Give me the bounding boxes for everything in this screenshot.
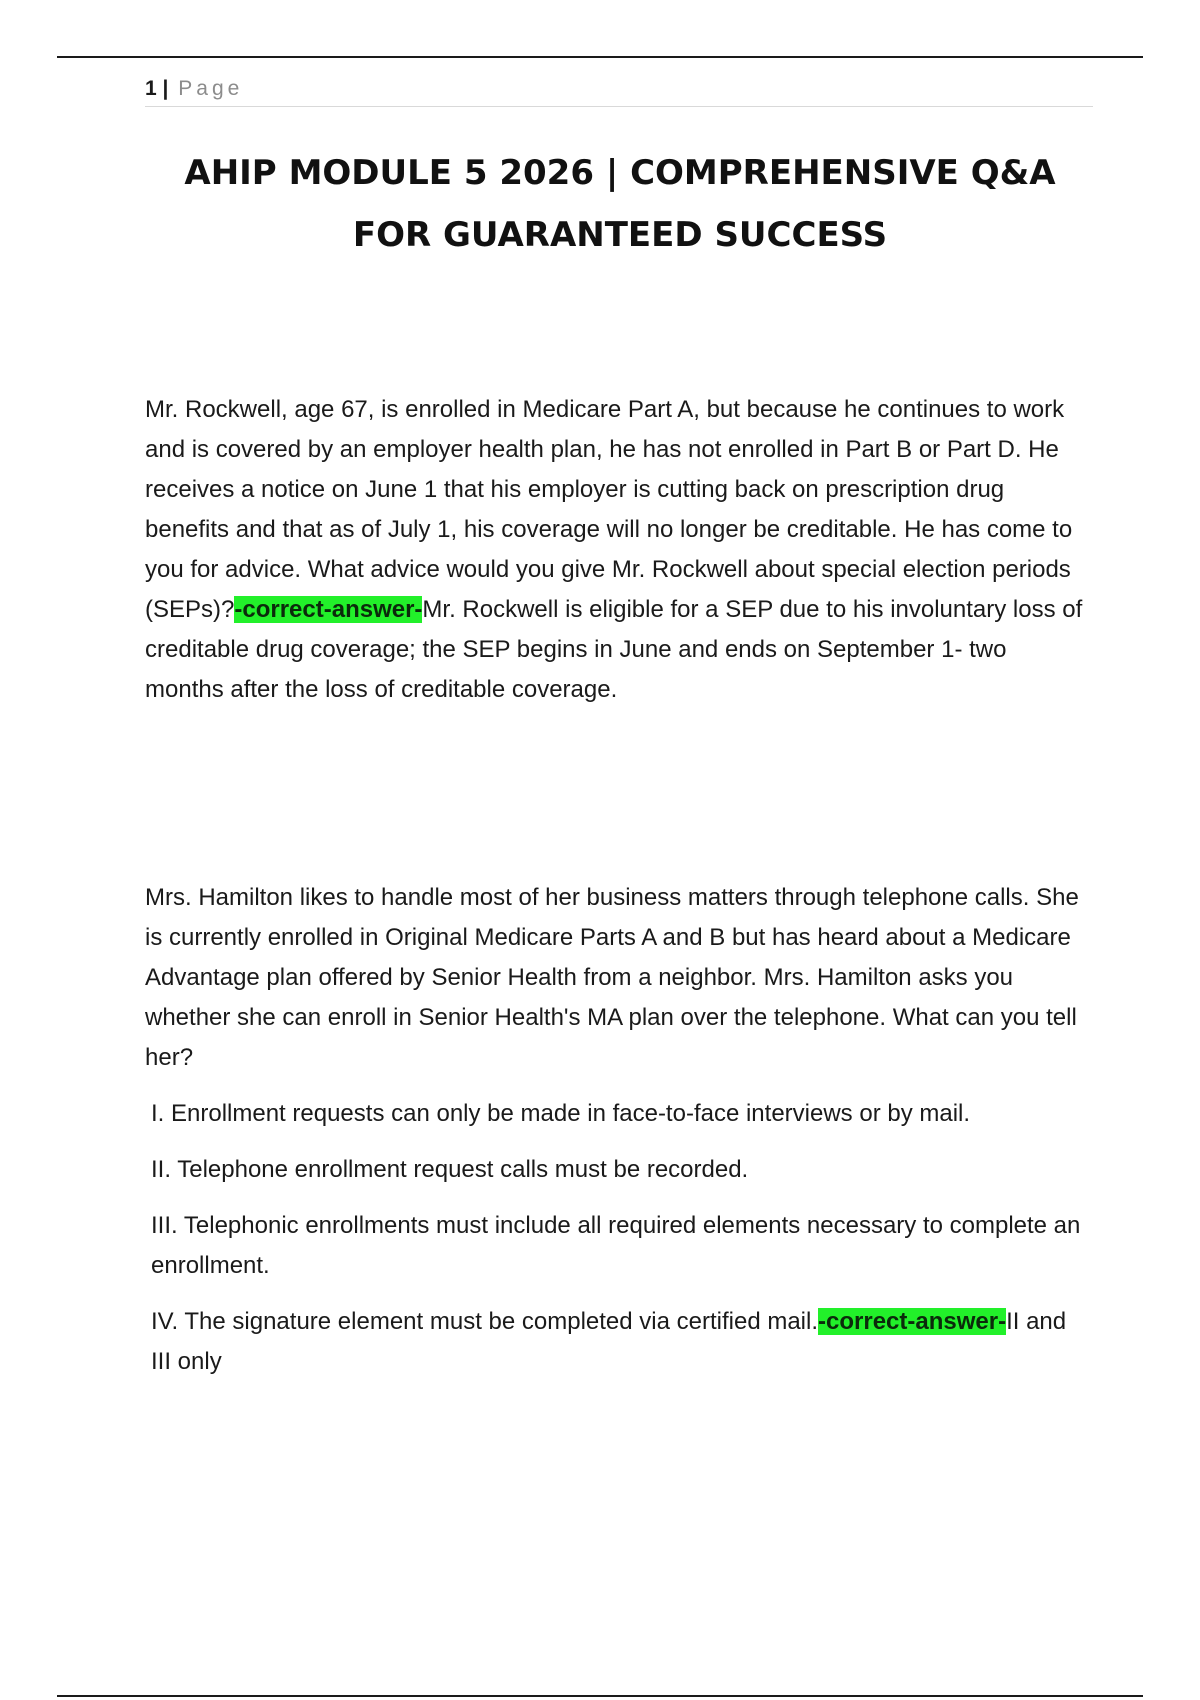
page-label: Page	[178, 77, 244, 100]
statement-item: I. Enrollment requests can only be made in face-to-face interviews or by mail.	[151, 1100, 971, 1127]
statement-list	[145, 1094, 1085, 1382]
question-text: Mrs. Hamilton likes to handle most of her business matters through telephone calls. She is currently enrolled in Original Medicare Parts A and B but has heard about a Medicare Advantage plan offered by Senior Health from a neighbor. Mrs. Hamilton asks you whether she can enroll in Senior Health's MA plan over the telephone. What can you tell her?	[145, 884, 1079, 1071]
statement-item: III. Telephonic enrollments must include all required elements necessary to complete an enrollment.	[151, 1212, 1081, 1279]
page-number: 1	[145, 77, 157, 100]
question-text: Mr. Rockwell, age 67, is enrolled in Medicare Part A, but because he continues to work and is covered by an employer health plan, he has not enrolled in Part B or Part D. He receives a notice on June 1 that his employer is cutting back on prescription drug benefits and that as of July 1, his coverage will no longer be creditable. He has come to you for advice. What advice would you give Mr. Rockwell about special election periods (SEPs)?	[145, 396, 1073, 623]
qa-item	[145, 878, 1085, 1398]
correct-answer-marker: -correct-answer-	[818, 1308, 1007, 1335]
answer-text: II and III only	[151, 1308, 1067, 1375]
page-header	[145, 76, 1093, 107]
bottom-rule	[57, 1695, 1143, 1697]
statement-item-last	[145, 1302, 1085, 1382]
document-title: AHIP MODULE 5 2026 | COMPREHENSIVE Q&A FOR GUARANTEED SUCCESS	[184, 153, 1056, 255]
statement-item: II. Telephone enrollment request calls must be recorded.	[151, 1156, 749, 1183]
page-separator: |	[162, 77, 169, 100]
answer-text: Mr. Rockwell is eligible for a SEP due to his involuntary loss of creditable drug coverage; the SEP begins in June and ends on September 1- two months after the loss of creditable coverage.	[145, 596, 1083, 703]
qa-item	[145, 390, 1085, 710]
qa-paragraph	[145, 390, 1085, 710]
top-rule	[57, 56, 1143, 58]
statement-text: IV. The signature element must be completed via certified mail.	[151, 1308, 819, 1335]
correct-answer-marker: -correct-answer-	[234, 596, 423, 623]
